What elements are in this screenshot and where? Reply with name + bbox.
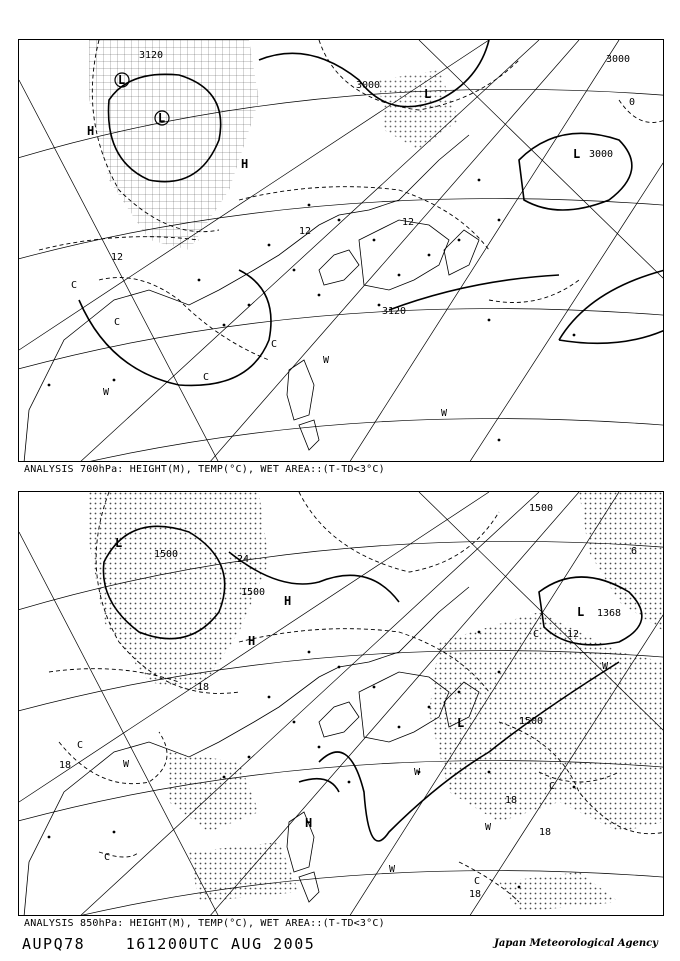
- temperature-label: 12: [299, 226, 312, 237]
- temperature-label: 18: [469, 889, 482, 900]
- contour-label: 3120: [139, 50, 164, 61]
- coastlines: [24, 135, 479, 462]
- cold-marker: C: [549, 781, 556, 792]
- contour-label: 3000: [606, 54, 631, 65]
- contour-label: 1500: [519, 716, 544, 727]
- caption-850hpa: ANALYSIS 850hPa: HEIGHT(M), TEMP(°C), WET AREA::(T-TD<3°C): [24, 918, 385, 929]
- high-center-marker: H: [248, 634, 256, 648]
- low-center-marker: L: [158, 111, 166, 125]
- agency-name: Japan Meteorological Agency: [494, 938, 658, 949]
- contour-label: 3000: [356, 80, 381, 91]
- contour-label: 1368: [597, 608, 622, 619]
- cold-marker: C: [71, 280, 78, 291]
- cold-marker: C: [533, 629, 540, 640]
- low-center-marker: L: [457, 716, 465, 730]
- high-center-marker: H: [305, 816, 313, 830]
- warm-marker: W: [103, 387, 110, 398]
- cold-marker: C: [114, 317, 121, 328]
- map-850hpa-canvas: [19, 492, 664, 916]
- cold-marker: C: [271, 339, 278, 350]
- caption-700hpa: ANALYSIS 700hPa: HEIGHT(M), TEMP(°C), WET AREA::(T-TD<3°C): [24, 464, 385, 475]
- map-panel-700hpa: [18, 39, 664, 462]
- warm-marker: W: [414, 767, 421, 778]
- low-center-marker: L: [577, 605, 585, 619]
- contour-label: 1500: [529, 503, 554, 514]
- map-panel-850hpa: [18, 491, 664, 916]
- temperature-label: 18: [59, 760, 72, 771]
- temperature-label: 18: [197, 682, 210, 693]
- temperature-label: 0: [629, 97, 636, 108]
- temperature-label: 6: [631, 546, 638, 557]
- product-code: AUPQ78: [22, 935, 86, 953]
- warm-marker: W: [441, 408, 448, 419]
- temperature-label: 12: [111, 252, 124, 263]
- warm-marker: W: [123, 759, 130, 770]
- high-center-marker: H: [284, 594, 292, 608]
- high-center-marker: H: [87, 124, 95, 138]
- warm-marker: W: [323, 355, 330, 366]
- warm-marker: W: [389, 864, 396, 875]
- temperature-label: 24: [237, 554, 250, 565]
- low-center-marker: L: [573, 147, 581, 161]
- contour-label: 1500: [241, 587, 266, 598]
- contour-label: 3000: [589, 149, 614, 160]
- cold-marker: C: [77, 740, 84, 751]
- low-center-marker: L: [424, 87, 432, 101]
- low-center-marker: L: [118, 73, 126, 87]
- warm-marker: W: [602, 661, 609, 672]
- contour-label: 3120: [382, 306, 407, 317]
- warm-marker: W: [485, 822, 492, 833]
- temperature-label: 18: [505, 795, 518, 806]
- contour-label: 1500: [154, 549, 179, 560]
- map-700hpa-canvas: [19, 40, 664, 462]
- temperature-label: 12: [402, 217, 415, 228]
- low-center-marker: L: [115, 536, 123, 550]
- high-center-marker: H: [241, 157, 249, 171]
- temperature-label: 12: [567, 629, 580, 640]
- cold-marker: C: [474, 876, 481, 887]
- cold-marker: C: [203, 372, 210, 383]
- footer-product-line: [22, 935, 315, 953]
- cold-warm-markers: [71, 280, 448, 419]
- analysis-datetime: 161200UTC AUG 2005: [125, 935, 316, 953]
- temperature-label: 18: [539, 827, 552, 838]
- cold-marker: C: [104, 852, 111, 863]
